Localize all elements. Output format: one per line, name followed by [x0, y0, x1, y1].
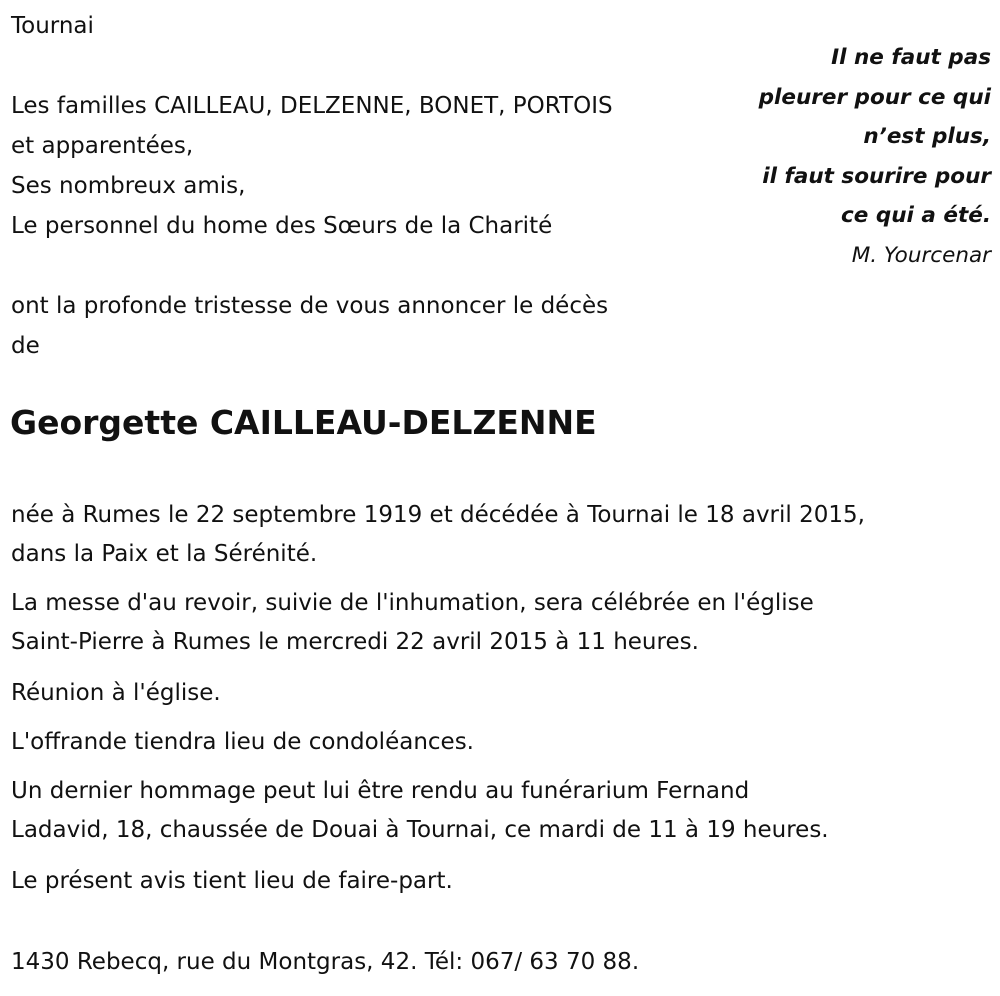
quote-line: il faut sourire pour [762, 163, 991, 189]
paragraph-line: Réunion à l'église. [11, 680, 221, 706]
announcement [11, 286, 608, 366]
families-line: Les familles CAILLEAU, DELZENNE, BONET, PORTOIS [11, 93, 613, 119]
paragraph-notice [11, 862, 453, 901]
quote-line: pleurer pour ce qui [758, 84, 991, 110]
paragraph-tribute [11, 772, 829, 850]
city-text: Tournai [11, 13, 94, 39]
paragraph-mass [11, 584, 814, 662]
paragraph-line: L'offrande tiendra lieu de condoléances. [11, 729, 474, 755]
announcement-line: de [11, 333, 40, 359]
quote-author: M. Yourcenar [851, 242, 991, 268]
city [11, 6, 94, 46]
quote-line: Il ne faut pas [831, 45, 991, 70]
paragraph-birth-death [11, 496, 865, 574]
address: 1430 Rebecq, rue du Montgras, 42. Tél: 067/ 63 70 88. [11, 949, 640, 975]
families-line: Ses nombreux amis, [11, 173, 246, 199]
families-block [11, 86, 613, 246]
paragraph-line: Le présent avis tient lieu de faire-part. [11, 868, 453, 894]
paragraph-reunion [11, 674, 221, 713]
paragraph-line: dans la Paix et la Sérénité. [11, 541, 318, 567]
families-line: et apparentées, [11, 133, 194, 159]
paragraph-line: Un dernier hommage peut lui être rendu au funérarium Fernand [11, 778, 750, 804]
quote [759, 38, 991, 275]
paragraph-line: La messe d'au revoir, suivie de l'inhumation, sera célébrée en l'église [11, 590, 814, 616]
quote-line: ce qui a été. [841, 203, 991, 228]
paragraph-line: née à Rumes le 22 septembre 1919 et décédée à Tournai le 18 avril 2015, [11, 502, 865, 528]
paragraph-line: Saint-Pierre à Rumes le mercredi 22 avril 2015 à 11 heures. [11, 629, 699, 655]
announcement-line: ont la profonde tristesse de vous annoncer le décès [11, 293, 609, 319]
paragraph-line: Ladavid, 18, chaussée de Douai à Tournai, ce mardi de 11 à 19 heures. [11, 817, 829, 843]
deceased-name: Georgette CAILLEAU-DELZENNE [10, 403, 597, 442]
quote-line: n’est plus, [863, 124, 991, 149]
paragraph-offering [11, 723, 474, 762]
families-line: Le personnel du home des Sœurs de la Charité [11, 213, 553, 239]
